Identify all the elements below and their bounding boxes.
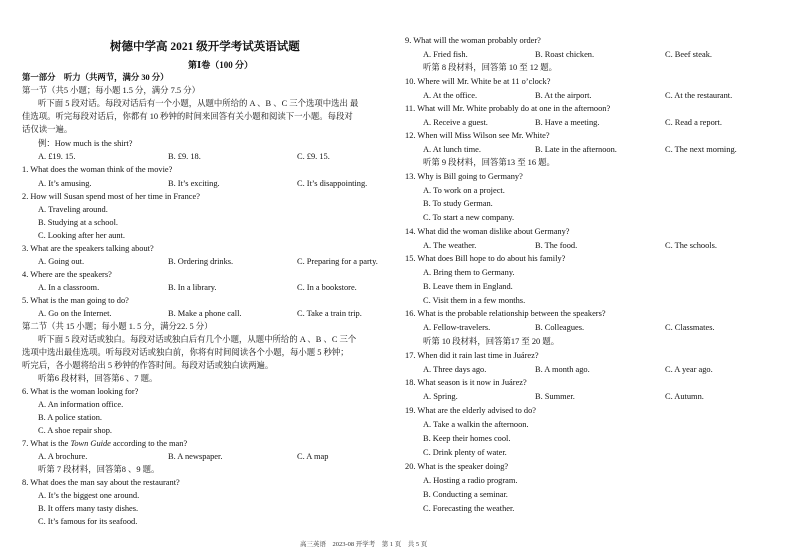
- question-7: [22, 439, 187, 449]
- q6-option-a: A. An information office.: [38, 400, 124, 409]
- section1-instructions-2: 佳选项。听完每段对话后，你都有 10 秒钟的时间来回答有关小题和阅读下一小题。每段对: [22, 112, 353, 121]
- question-19: 19. What are the elderly advised to do?: [405, 406, 537, 415]
- volume-heading: 第Ⅰ卷（100 分）: [188, 60, 253, 70]
- q20-option-c: C. Forecasting the weather.: [423, 504, 515, 513]
- section2-heading: 第二节（共 15 小题；每小题 1. 5 分，满分22. 5 分）: [22, 322, 213, 331]
- q8-option-c: C. It’s famous for its seafood.: [38, 517, 138, 526]
- q9-option-a: A. Fried fish.: [423, 50, 468, 59]
- q20-option-a: A. Hosting a radio program.: [423, 476, 518, 485]
- q9-option-b: B. Roast chicken.: [535, 50, 595, 59]
- q3-option-c: C. Preparing for a party.: [297, 257, 378, 266]
- question-10: 10. Where will Mr. White be at 11 o’clock?: [405, 77, 551, 86]
- page-title: 树德中学高 2021 级开学考试英语试题: [110, 41, 300, 53]
- q4-option-c: C. In a bookstore.: [297, 283, 357, 292]
- q11-option-a: A. Receive a guest.: [423, 118, 488, 127]
- section2-instructions-1: 听下面 5 段对话或独白。每段对话或独白后有几个小题，从题中所给的 A 、B 、C 三个: [38, 335, 357, 344]
- page-footer: 高三英语 2023-08 开学考 第 1 页 共 5 页: [300, 541, 428, 548]
- question-3: 3. What are the speakers talking about?: [22, 244, 154, 253]
- question-15: 15. What does Bill hope to do about his family?: [405, 254, 566, 263]
- q16-option-b: B. Colleagues.: [535, 323, 585, 332]
- part1-heading: 第一部分 听力（共两节，满分 30 分）: [22, 73, 169, 82]
- q7-option-a: A. A brochure.: [38, 452, 88, 461]
- q1-option-b: B. It’s exciting.: [168, 179, 220, 188]
- q17-option-c: C. A year ago.: [665, 365, 713, 374]
- section1-instructions-1: 听下面 5 段对话。每段对话后有一个小题，从题中所给的 A 、B 、C 三个选项中选出 最: [38, 99, 359, 108]
- q18-option-b: B. Summer.: [535, 392, 575, 401]
- q11-option-c: C. Read a report.: [665, 118, 722, 127]
- example-option-b: B. £9. 18.: [168, 152, 201, 161]
- q5-option-c: C. Take a train trip.: [297, 309, 362, 318]
- q8-option-a: A. It’s the biggest one around.: [38, 491, 140, 500]
- q14-option-a: A. The weather.: [423, 241, 477, 250]
- example-question: 例：How much is the shirt?: [38, 139, 133, 148]
- q15-option-b: B. Leave them in England.: [423, 282, 513, 291]
- listen-instruction-7: 听第 7 段材料，回答第8 、9 题。: [38, 465, 160, 474]
- q14-option-b: B. The food.: [535, 241, 578, 250]
- q13-option-a: A. To work on a project.: [423, 186, 505, 195]
- q7-option-b: B. A newspaper.: [168, 452, 223, 461]
- q19-option-b: B. Keep their homes cool.: [423, 434, 511, 443]
- q17-option-b: B. A month ago.: [535, 365, 590, 374]
- section1-heading: 第一节（共5 小题；每小题 1.5 分，满分 7.5 分）: [22, 86, 200, 95]
- q10-option-b: B. At the airport.: [535, 91, 592, 100]
- q1-option-a: A. It’s amusing.: [38, 179, 92, 188]
- q9-option-c: C. Beef steak.: [665, 50, 712, 59]
- question-20: 20. What is the speaker doing?: [405, 462, 509, 471]
- q7-text-pre: 7. What is the: [22, 439, 71, 448]
- q13-option-b: B. To study German.: [423, 199, 493, 208]
- example-option-a: A. £19. 15.: [38, 152, 76, 161]
- q6-option-b: B. A police station.: [38, 413, 102, 422]
- q4-option-b: B. In a library.: [168, 283, 217, 292]
- q17-option-a: A. Three days ago.: [423, 365, 487, 374]
- q10-option-c: C. At the restaurant.: [665, 91, 733, 100]
- listen-instruction-9: 听第 9 段材料，回答第13 至 16 题。: [423, 158, 555, 167]
- question-16: 16. What is the probable relationship between the speakers?: [405, 309, 606, 318]
- q12-option-a: A. At lunch time.: [423, 145, 481, 154]
- question-13: 13. Why is Bill going to Germany?: [405, 172, 523, 181]
- q5-option-b: B. Make a phone call.: [168, 309, 242, 318]
- question-11: 11. What will Mr. White probably do at one in the afternoon?: [405, 104, 611, 113]
- q5-option-a: A. Go on the Internet.: [38, 309, 112, 318]
- q16-option-a: A. Fellow-travelers.: [423, 323, 491, 332]
- q4-option-a: A. In a classroom.: [38, 283, 100, 292]
- example-option-c: C. £9. 15.: [297, 152, 330, 161]
- section1-instructions-3: 话仅读一遍。: [22, 125, 73, 134]
- q11-option-b: B. Have a meeting.: [535, 118, 600, 127]
- question-8: 8. What does the man say about the restaurant?: [22, 478, 180, 487]
- question-18: 18. What season is it now in Juárez?: [405, 378, 527, 387]
- q20-option-b: B. Conducting a seminar.: [423, 490, 508, 499]
- q2-option-a: A. Traveling around.: [38, 205, 108, 214]
- question-4: 4. Where are the speakers?: [22, 270, 112, 279]
- q19-option-c: C. Drink plenty of water.: [423, 448, 507, 457]
- question-1: 1. What does the woman think of the movie?: [22, 165, 173, 174]
- q18-option-a: A. Spring.: [423, 392, 458, 401]
- q1-option-c: C. It’s disappointing.: [297, 179, 368, 188]
- question-6: 6. What is the woman looking for?: [22, 387, 139, 396]
- q7-text-post: according to the man?: [110, 439, 188, 448]
- q16-option-c: C. Classmates.: [665, 323, 715, 332]
- q7-text-italic: Town Guide: [70, 439, 111, 448]
- question-2: 2. How will Susan spend most of her time in France?: [22, 192, 200, 201]
- q15-option-c: C. Visit them in a few months.: [423, 296, 526, 305]
- q10-option-a: A. At the office.: [423, 91, 478, 100]
- listen-instruction-6: 听第6 段材料，回答第6 、7 题。: [38, 374, 158, 383]
- q2-option-c: C. Looking after her aunt.: [38, 231, 125, 240]
- question-5: 5. What is the man going to do?: [22, 296, 129, 305]
- q12-option-c: C. The next morning.: [665, 145, 737, 154]
- question-17: 17. When did it rain last time in Juárez?: [405, 351, 539, 360]
- section2-instructions-3: 听完后，各小题将给出 5 秒钟的作答时间。每段对话或独白读两遍。: [22, 361, 274, 370]
- q15-option-a: A. Bring them to Germany.: [423, 268, 515, 277]
- question-9: 9. What will the woman probably order?: [405, 36, 541, 45]
- q3-option-a: A. Going out.: [38, 257, 85, 266]
- q19-option-a: A. Take a walkin the afternoon.: [423, 420, 529, 429]
- section2-instructions-2: 选项中选出最佳选项。听每段对话或独白前，你将有时间阅读各个小题，每小题 5 秒钟；: [22, 348, 349, 357]
- q12-option-b: B. Late in the afternoon.: [535, 145, 617, 154]
- q2-option-b: B. Studying at a school.: [38, 218, 119, 227]
- listen-instruction-8: 听第 8 段材料，回答第 10 至 12 题。: [423, 63, 557, 72]
- question-12: 12. When will Miss Wilson see Mr. White?: [405, 131, 550, 140]
- q3-option-b: B. Ordering drinks.: [168, 257, 234, 266]
- q14-option-c: C. The schools.: [665, 241, 717, 250]
- q6-option-c: C. A shoe repair shop.: [38, 426, 112, 435]
- listen-instruction-10: 听第 10 段材料，回答第17 至 20 题。: [423, 337, 560, 346]
- q13-option-c: C. To start a new company.: [423, 213, 515, 222]
- q18-option-c: C. Autumn.: [665, 392, 704, 401]
- q7-option-c: C. A map: [297, 452, 329, 461]
- question-14: 14. What did the woman dislike about Germany?: [405, 227, 570, 236]
- q8-option-b: B. It offers many tasty dishes.: [38, 504, 139, 513]
